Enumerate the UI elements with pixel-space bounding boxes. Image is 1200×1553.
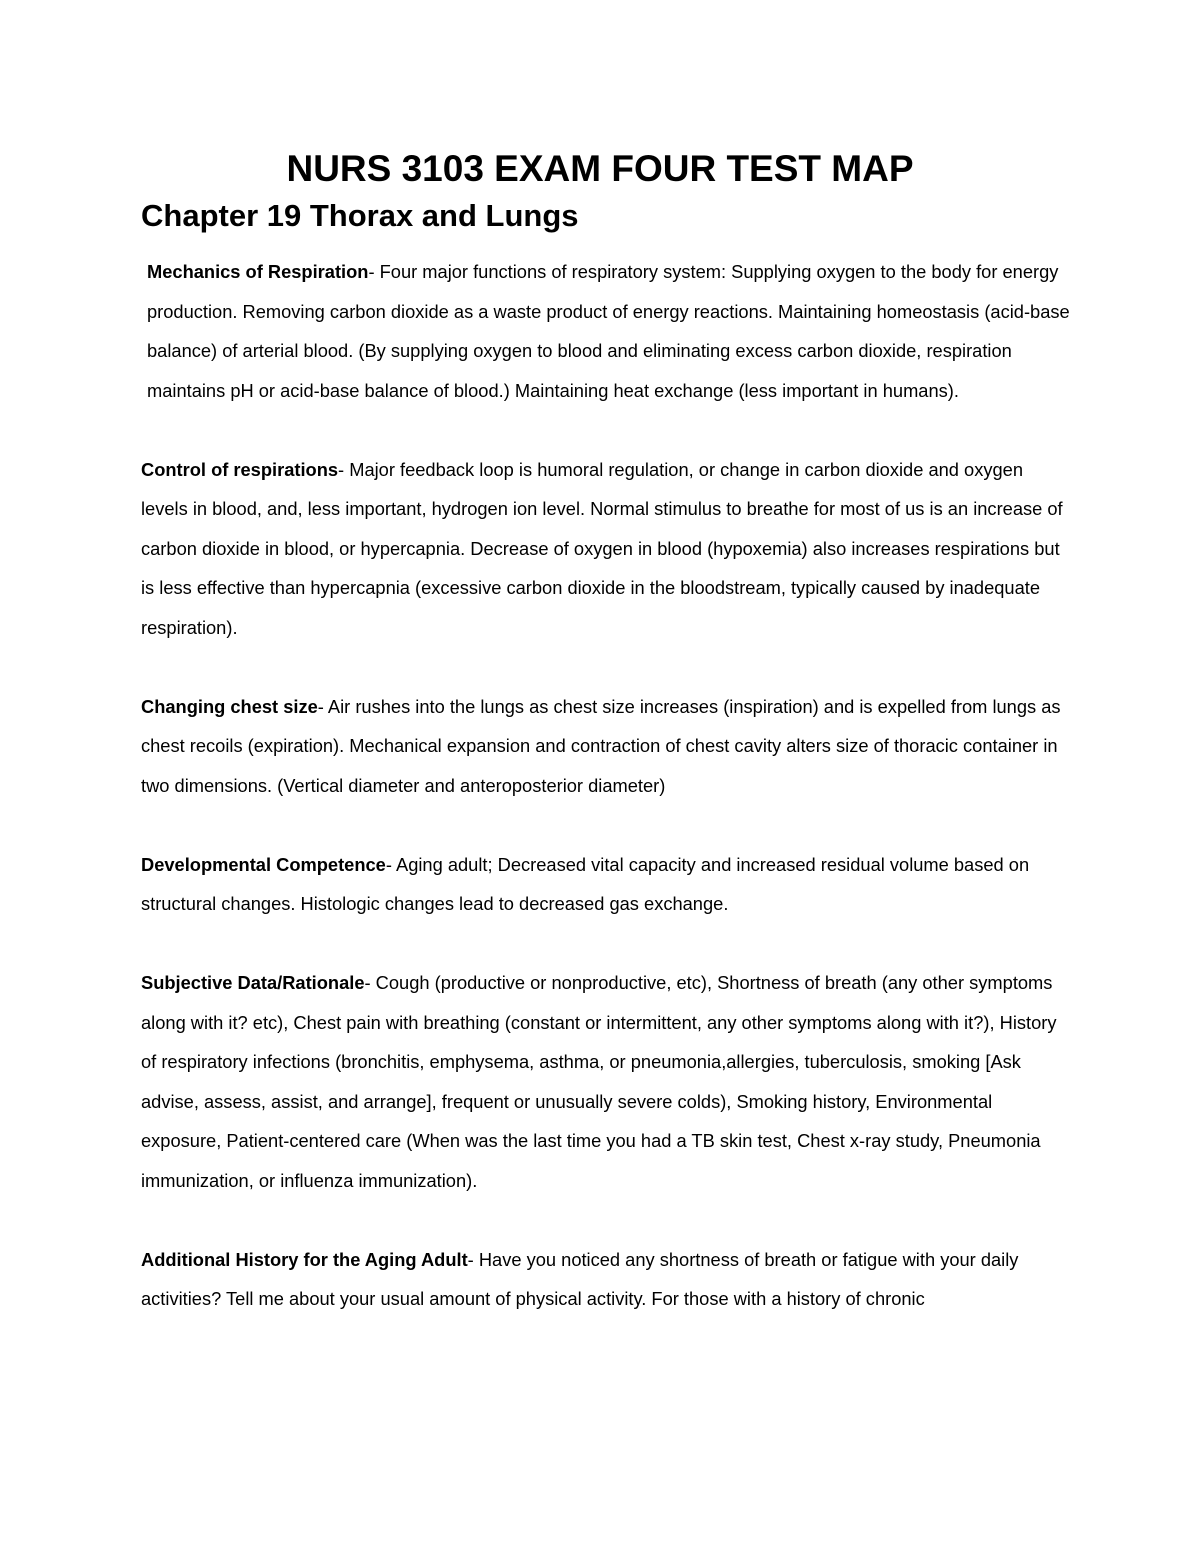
section-term: Control of respirations: [141, 458, 339, 480]
section-text: - Have you noticed any shortness of breath or fatigue with your daily activities? Tell me about your usual amount of physical activity. For those with a history of chronic: [141, 1248, 1019, 1309]
chapter-heading: Chapter 19 Thorax and Lungs: [141, 198, 579, 233]
section-term: Subjective Data/Rationale: [141, 972, 365, 993]
section-subjective-data: [141, 963, 1071, 1200]
section-term: Changing chest size: [141, 695, 318, 717]
section-term: Mechanics of Respiration: [147, 261, 369, 282]
section-additional-history-aging-adult: [141, 1240, 1071, 1319]
section-text: - Aging adult; Decreased vital capacity and increased residual volume based on: [385, 853, 1030, 875]
section-mechanics-of-respiration: [141, 252, 1071, 410]
section-continuation: structural changes. Histologic changes lead to decreased gas exchange.: [141, 893, 729, 914]
section-term: Developmental Competence: [141, 853, 386, 875]
document-title: NURS 3103 EXAM FOUR TEST MAP: [286, 148, 914, 189]
section-term: Additional History for the Aging Adult: [141, 1248, 468, 1270]
section-text: - Major feedback loop is humoral regulation, or change in carbon dioxide and oxygen levels in blood, and, less important, hydrogen ion level. Normal stimulus to breathe for most of us is an increase of carbon dioxide in blood, or hypercapnia. Decrease of oxygen in blood (hypoxemia) also increases respirations but is less effective than hypercapnia (excessive carbon dioxide in the bloodstream, typically caused by inadequate respiration).: [141, 458, 1063, 638]
section-text: - Cough (productive or nonproductive, etc), Shortness of breath (any other symptoms along with it? etc), Chest pain with breathing (constant or intermittent, any other symptoms along with it?), History of respiratory infections (bronchitis, emphysema, asthma, or pneumonia,allergies, tuberculosis, smoking [Ask advise, assess, assist, and arrange], frequent or unusually severe colds), Smoking history, Environmental exposure, Patient-centered care (When was the last time you had a TB skin test, Chest x-ray study, Pneumonia immunization, or influenza immunization).: [141, 972, 1057, 1191]
section-developmental-competence: [141, 845, 1071, 924]
section-changing-chest-size: [141, 687, 1071, 806]
section-text: - Air rushes into the lungs as chest size increases (inspiration) and is expelled from lungs as chest recoils (expiration). Mechanical expansion and contraction of chest cavity alters size of thoracic container in two dimensions. (Vertical diameter and anteroposterior diameter): [141, 695, 1061, 796]
document-body: [141, 252, 1071, 1358]
section-control-of-respirations: [141, 450, 1071, 648]
section-text: - Four major functions of respiratory system: Supplying oxygen to the body for energy production. Removing carbon dioxide as a waste product of energy reactions. Maintaining homeostasis (acid-base balance) of arterial blood. (By supplying oxygen to blood and eliminating excess carbon dioxide, respiration maintains pH or acid-base balance of blood.) Maintaining heat exchange (less important in humans).: [147, 261, 1070, 401]
